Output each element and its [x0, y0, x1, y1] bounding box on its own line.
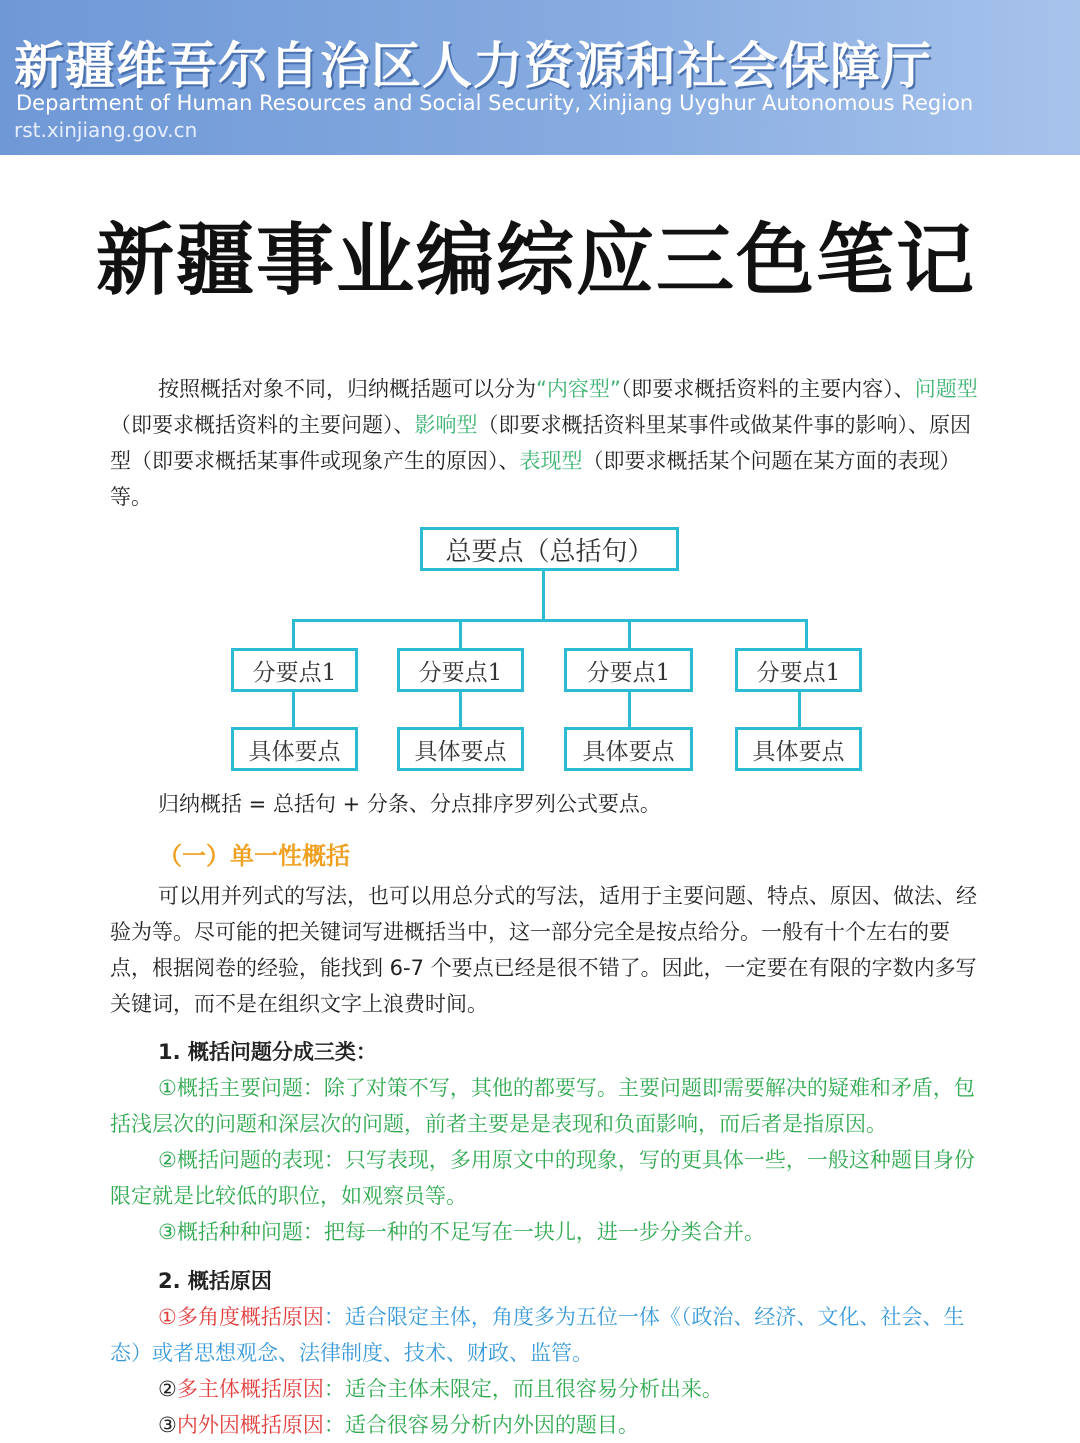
banner-title-en: Department of Human Resources and Social Security, Xinjiang Uyghur Autonomous Region [16, 91, 974, 115]
item2-b-text: ：适合主体未限定，而且很容易分析出来。 [323, 1377, 723, 1401]
item2-a-label: ①多角度概括原因 [158, 1305, 324, 1329]
hierarchy-diagram [0, 520, 1080, 780]
diagram-sub-box: 分要点1 [397, 648, 524, 692]
term-problem-type: 问题型 [914, 377, 978, 401]
diagram-detail-box: 具体要点 [231, 727, 358, 771]
diagram-detail-box: 具体要点 [735, 727, 862, 771]
item2-b-label: 多主体概括原因 [176, 1377, 324, 1401]
item2-b-num: ② [158, 1377, 177, 1401]
banner-title-cn: 新疆维吾尔自治区人力资源和社会保障厅 [14, 37, 932, 95]
diagram-detail-box: 具体要点 [564, 727, 693, 771]
section-body: 可以用并列式的写法，也可以用总分式的写法，适用于主要问题、特点、原因、做法、经验为等。尽可能的把关键词写进概括当中，这一部分完全是按点给分。一般有十个左右的要点，根据阅卷的经验，能找到 6-7 个要点已经是很不错了。因此，一定要在有限的字数内多写关键词，而不是在组织文字上浪费时间。 [110, 884, 977, 1016]
intro-text: （即要求概括资料里某事件或做某件事的影响）、原因型（即要求概括某事件或现象产生的原因）、 [110, 413, 971, 473]
intro-text: （即要求概括资料的主要问题）、 [110, 413, 415, 437]
banner-url[interactable]: rst.xinjiang.gov.cn [14, 118, 198, 142]
term-impact-type: 影响型 [414, 413, 478, 437]
diagram-connector [459, 692, 462, 728]
diagram-connector [292, 692, 295, 728]
item2-point-a [110, 1299, 985, 1371]
diagram-sub-box: 分要点1 [735, 648, 862, 692]
item2-c-text: ：适合很容易分析内外因的题目。 [323, 1413, 639, 1437]
intro-text: 按照概括对象不同，归纳概括题可以分为 [158, 377, 536, 401]
formula-text: 归纳概括 = 总括句 + 分条、分点排序罗列公式要点。 [158, 792, 661, 816]
item2-c-label: 内外因概括原因 [176, 1413, 324, 1437]
item1-point-a: ①概括主要问题：除了对策不写，其他的都要写。主要问题即需要解决的疑难和矛盾，包括浅层次的问题和深层次的问题，前者主要是是表现和负面影响，而后者是指原因。 [110, 1076, 975, 1136]
term-expression-type: 表现型 [519, 449, 583, 473]
item1-heading: 1. 概括问题分成三类： [158, 1040, 377, 1064]
item2-c-num: ③ [158, 1413, 177, 1437]
intro-paragraph [110, 371, 985, 515]
intro-text: （即要求概括某个问题在某方面的表现）等。 [110, 449, 961, 509]
diagram-connector [459, 619, 462, 649]
diagram-connector [798, 692, 801, 728]
section-heading: （一）单一性概括 [158, 842, 350, 870]
diagram-connector [805, 619, 808, 649]
diagram-detail-box: 具体要点 [397, 727, 524, 771]
item2-a-text: ：适合限定主体，角度多为五位一体《（政治、经济、文化、社会、生态）或者思想观念、法律制度、技术、财政、监管。 [110, 1305, 965, 1365]
item2-point-b [110, 1371, 985, 1407]
diagram-connector [628, 619, 631, 649]
header-banner [0, 0, 1080, 155]
intro-text: （即要求概括资料的主要内容）、 [620, 377, 915, 401]
page-title: 新疆事业编综应三色笔记 [96, 215, 977, 306]
item1-point-c: ③概括种种问题：把每一种的不足写在一块儿，进一步分类合并。 [158, 1220, 765, 1244]
diagram-sub-box: 分要点1 [231, 648, 358, 692]
diagram-sub-box: 分要点1 [564, 648, 693, 692]
item2-point-c [110, 1407, 985, 1443]
item2-heading: 2. 概括原因 [158, 1269, 272, 1293]
diagram-connector [292, 619, 808, 622]
diagram-connector [628, 692, 631, 728]
item1-point-b: ②概括问题的表现：只写表现，多用原文中的现象，写的更具体一些，一般这种题目身份限定就是比较低的职位，如观察员等。 [110, 1148, 975, 1208]
term-content-type: “内容型” [536, 377, 621, 401]
diagram-top-box: 总要点（总括句） [420, 527, 679, 571]
diagram-connector [542, 571, 545, 621]
diagram-connector [292, 619, 295, 649]
